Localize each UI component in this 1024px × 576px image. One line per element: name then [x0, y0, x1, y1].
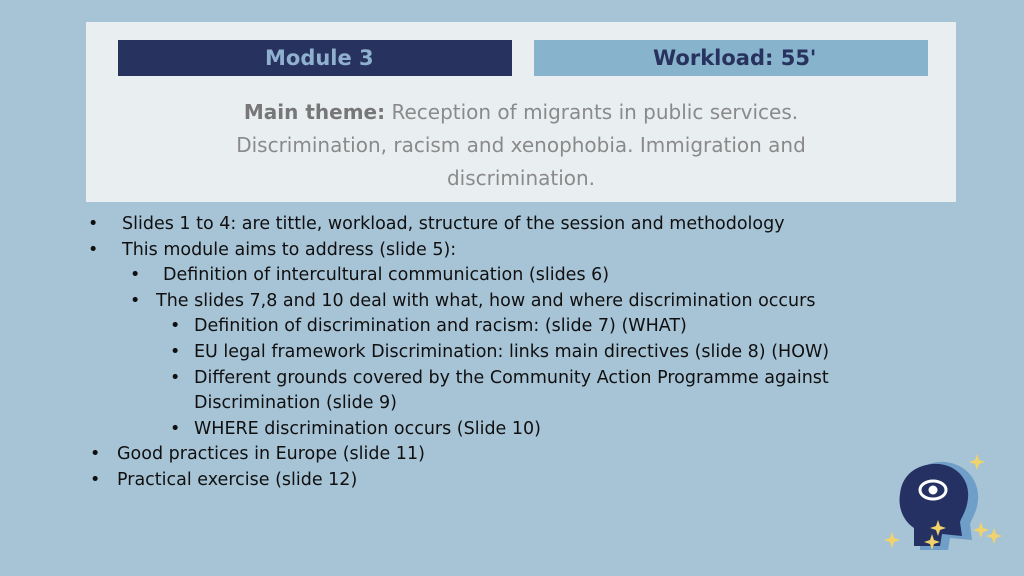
list-item: • WHERE discrimination occurs (Slide 10) [88, 417, 908, 443]
main-theme-line-1: Reception of migrants in public services. [391, 100, 799, 124]
star-icon [884, 532, 900, 548]
bullet-marker: • [90, 444, 101, 465]
list-item: • Different grounds covered by the Community Action Programme against [88, 366, 908, 392]
bullet-marker: • [170, 316, 181, 337]
bullet-marker: • [130, 290, 141, 311]
main-theme-line-3: discrimination. [446, 166, 596, 190]
star-icon [986, 528, 1002, 544]
list-item-continuation: Discrimination (slide 9) [194, 393, 398, 414]
list-item: • Definition of discrimination and racism: (slide 7) (WHAT) [88, 314, 908, 340]
bullet-marker: • [90, 469, 101, 490]
main-theme-label: Main theme: [243, 100, 386, 124]
list-item: • EU legal framework Discrimination: links main directives (slide 8) (HOW) [88, 340, 908, 366]
main-theme [86, 96, 956, 195]
head-silhouette-icon [900, 464, 969, 546]
module-title: Module 3 [118, 40, 512, 76]
list-item: • Practical exercise (slide 12) [88, 468, 908, 494]
bullet-marker: • [130, 265, 141, 286]
workload-title: Workload: 55' [534, 40, 928, 76]
list-item: • Slides 1 to 4: are tittle, workload, structure of the session and methodology [88, 212, 908, 238]
header-card [86, 22, 956, 202]
list-item: • Good practices in Europe (slide 11) [88, 442, 908, 468]
star-icon [973, 522, 989, 538]
bullet-marker: • [170, 367, 181, 388]
head-with-eye-logo-icon [880, 452, 1010, 562]
bullet-marker: • [88, 214, 99, 234]
eye-pupil-icon [929, 486, 938, 495]
bullet-marker: • [170, 418, 181, 439]
bullet-list [88, 212, 908, 494]
list-item: • The slides 7,8 and 10 deal with what, how and where discrimination occurs [88, 289, 908, 315]
star-icon [969, 454, 985, 470]
bullet-marker: • [170, 341, 181, 362]
bullet-marker: • [88, 239, 99, 260]
main-theme-line-2: Discrimination, racism and xenophobia. Immigration and [236, 133, 806, 157]
list-item: • This module aims to address (slide 5): [88, 238, 908, 264]
list-item: • Definition of intercultural communication (slides 6) [88, 263, 908, 289]
